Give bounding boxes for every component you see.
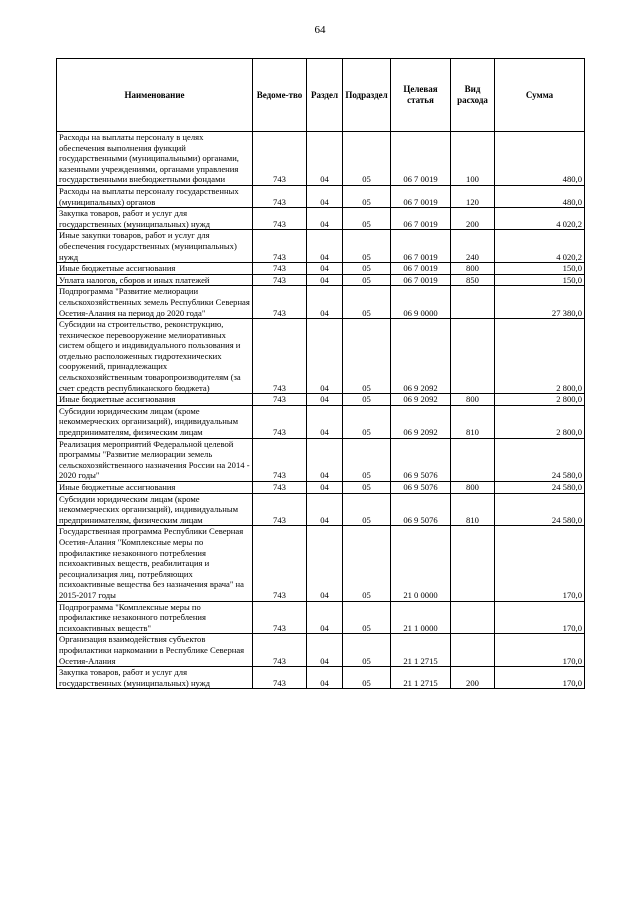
cell-name: Иные бюджетные ассигнования xyxy=(57,482,253,494)
cell-subsection: 05 xyxy=(343,493,391,526)
cell-section: 04 xyxy=(307,405,343,438)
table-row xyxy=(57,263,585,275)
table-row xyxy=(57,230,585,263)
cell-target: 06 7 0019 xyxy=(391,132,451,186)
cell-section: 04 xyxy=(307,482,343,494)
cell-subsection: 05 xyxy=(343,405,391,438)
cell-subsection: 05 xyxy=(343,601,391,634)
cell-dept: 743 xyxy=(253,319,307,394)
cell-subsection: 05 xyxy=(343,274,391,286)
cell-name: Государственная программа Республики Северная Осетия-Алания "Комплексные меры по профилактике незаконного потребления психоактивных веществ, реабилитация и ресоциализация лиц, потребляющих психоактивные вещества без назначения врача" на 2015-2017 годы xyxy=(57,526,253,601)
cell-amount: 4 020,2 xyxy=(495,230,585,263)
cell-expense-type xyxy=(451,286,495,319)
header-section: Раздел xyxy=(307,59,343,132)
cell-expense-type: 810 xyxy=(451,405,495,438)
cell-dept: 743 xyxy=(253,263,307,275)
table-row xyxy=(57,319,585,394)
cell-name: Реализация мероприятий Федеральной целевой программы "Развитие мелиорации земель сельскохозяйственного назначения России на 2014 - 2020 годы" xyxy=(57,438,253,481)
cell-subsection: 05 xyxy=(343,230,391,263)
cell-section: 04 xyxy=(307,438,343,481)
cell-subsection: 05 xyxy=(343,634,391,667)
header-expense-type: Вид расхода xyxy=(451,59,495,132)
cell-dept: 743 xyxy=(253,405,307,438)
cell-name: Субсидии юридическим лицам (кроме некоммерческих организаций), индивидуальным предпринимателям, физическим лицам xyxy=(57,405,253,438)
cell-dept: 743 xyxy=(253,274,307,286)
table-header xyxy=(57,59,585,132)
cell-section: 04 xyxy=(307,634,343,667)
budget-table xyxy=(56,58,585,689)
cell-subsection: 05 xyxy=(343,286,391,319)
cell-amount: 2 800,0 xyxy=(495,394,585,406)
table-row xyxy=(57,185,585,207)
cell-target: 06 9 5076 xyxy=(391,493,451,526)
cell-target: 06 9 2092 xyxy=(391,319,451,394)
cell-amount: 480,0 xyxy=(495,132,585,186)
cell-subsection: 05 xyxy=(343,208,391,230)
cell-target: 06 9 5076 xyxy=(391,438,451,481)
cell-subsection: 05 xyxy=(343,482,391,494)
cell-expense-type: 240 xyxy=(451,230,495,263)
cell-target: 06 7 0019 xyxy=(391,185,451,207)
cell-target: 06 9 5076 xyxy=(391,482,451,494)
table-row xyxy=(57,482,585,494)
cell-expense-type xyxy=(451,438,495,481)
cell-name: Закупка товаров, работ и услуг для государственных (муниципальных) нужд xyxy=(57,667,253,689)
table-row xyxy=(57,394,585,406)
cell-target: 06 9 0000 xyxy=(391,286,451,319)
header-dept: Ведоме-тво xyxy=(253,59,307,132)
cell-name: Расходы на выплаты персоналу государственных (муниципальных) органов xyxy=(57,185,253,207)
cell-name: Подпрограмма "Развитие мелиорации сельскохозяйственных земель Республики Северная Осетия-Алания на период до 2020 года" xyxy=(57,286,253,319)
cell-name: Субсидии юридическим лицам (кроме некоммерческих организаций), индивидуальным предпринимателям, физическим лицам xyxy=(57,493,253,526)
cell-amount: 27 380,0 xyxy=(495,286,585,319)
cell-section: 04 xyxy=(307,601,343,634)
table-row xyxy=(57,667,585,689)
cell-target: 06 7 0019 xyxy=(391,208,451,230)
table-row xyxy=(57,208,585,230)
cell-section: 04 xyxy=(307,263,343,275)
cell-dept: 743 xyxy=(253,634,307,667)
cell-amount: 170,0 xyxy=(495,526,585,601)
cell-subsection: 05 xyxy=(343,526,391,601)
cell-name: Закупка товаров, работ и услуг для государственных (муниципальных) нужд xyxy=(57,208,253,230)
cell-target: 21 0 0000 xyxy=(391,526,451,601)
cell-target: 21 1 0000 xyxy=(391,601,451,634)
cell-subsection: 05 xyxy=(343,263,391,275)
cell-expense-type xyxy=(451,526,495,601)
cell-amount: 480,0 xyxy=(495,185,585,207)
cell-name: Расходы на выплаты персоналу в целях обеспечения выполнения функций государственными (муниципальными) органами, казенными учреждениями, органами управления государственными внебюджетными фондами xyxy=(57,132,253,186)
cell-target: 06 9 2092 xyxy=(391,405,451,438)
cell-dept: 743 xyxy=(253,493,307,526)
cell-target: 21 1 2715 xyxy=(391,634,451,667)
cell-section: 04 xyxy=(307,526,343,601)
cell-expense-type: 800 xyxy=(451,394,495,406)
cell-subsection: 05 xyxy=(343,132,391,186)
cell-expense-type: 200 xyxy=(451,667,495,689)
table-row xyxy=(57,438,585,481)
cell-target: 21 1 2715 xyxy=(391,667,451,689)
table-body xyxy=(57,132,585,689)
cell-name: Иные закупки товаров, работ и услуг для обеспечения государственных (муниципальных) нужд xyxy=(57,230,253,263)
cell-name: Организация взаимодействия субъектов профилактики наркомании в Республике Северная Осетия-Алания xyxy=(57,634,253,667)
cell-subsection: 05 xyxy=(343,667,391,689)
cell-name: Уплата налогов, сборов и иных платежей xyxy=(57,274,253,286)
cell-target: 06 7 0019 xyxy=(391,230,451,263)
table-row xyxy=(57,493,585,526)
cell-section: 04 xyxy=(307,230,343,263)
header-row xyxy=(57,59,585,132)
cell-subsection: 05 xyxy=(343,438,391,481)
cell-target: 06 7 0019 xyxy=(391,274,451,286)
cell-section: 04 xyxy=(307,132,343,186)
cell-subsection: 05 xyxy=(343,185,391,207)
cell-expense-type: 800 xyxy=(451,482,495,494)
table-row xyxy=(57,601,585,634)
cell-amount: 24 580,0 xyxy=(495,438,585,481)
cell-section: 04 xyxy=(307,274,343,286)
cell-expense-type: 120 xyxy=(451,185,495,207)
table-row xyxy=(57,132,585,186)
cell-amount: 170,0 xyxy=(495,667,585,689)
cell-amount: 24 580,0 xyxy=(495,493,585,526)
cell-expense-type xyxy=(451,319,495,394)
cell-amount: 2 800,0 xyxy=(495,319,585,394)
cell-section: 04 xyxy=(307,319,343,394)
cell-dept: 743 xyxy=(253,438,307,481)
cell-amount: 170,0 xyxy=(495,634,585,667)
cell-target: 06 9 2092 xyxy=(391,394,451,406)
cell-amount: 150,0 xyxy=(495,263,585,275)
cell-expense-type: 800 xyxy=(451,263,495,275)
cell-dept: 743 xyxy=(253,208,307,230)
cell-amount: 24 580,0 xyxy=(495,482,585,494)
cell-subsection: 05 xyxy=(343,319,391,394)
cell-section: 04 xyxy=(307,493,343,526)
cell-expense-type: 100 xyxy=(451,132,495,186)
cell-amount: 170,0 xyxy=(495,601,585,634)
header-subsection: Подраздел xyxy=(343,59,391,132)
cell-dept: 743 xyxy=(253,667,307,689)
cell-amount: 150,0 xyxy=(495,274,585,286)
table-row xyxy=(57,274,585,286)
cell-dept: 743 xyxy=(253,230,307,263)
cell-section: 04 xyxy=(307,394,343,406)
cell-dept: 743 xyxy=(253,185,307,207)
table-row xyxy=(57,526,585,601)
page-number: 64 xyxy=(314,24,326,36)
cell-section: 04 xyxy=(307,208,343,230)
cell-dept: 743 xyxy=(253,526,307,601)
cell-dept: 743 xyxy=(253,286,307,319)
cell-subsection: 05 xyxy=(343,394,391,406)
table-row xyxy=(57,405,585,438)
cell-section: 04 xyxy=(307,667,343,689)
cell-dept: 743 xyxy=(253,394,307,406)
cell-dept: 743 xyxy=(253,601,307,634)
table-row xyxy=(57,634,585,667)
header-amount: Сумма xyxy=(495,59,585,132)
cell-section: 04 xyxy=(307,286,343,319)
cell-dept: 743 xyxy=(253,132,307,186)
cell-expense-type: 200 xyxy=(451,208,495,230)
cell-expense-type: 850 xyxy=(451,274,495,286)
header-target: Целевая статья xyxy=(391,59,451,132)
cell-expense-type xyxy=(451,634,495,667)
cell-name: Иные бюджетные ассигнования xyxy=(57,394,253,406)
cell-expense-type: 810 xyxy=(451,493,495,526)
cell-amount: 4 020,2 xyxy=(495,208,585,230)
cell-name: Подпрограмма "Комплексные меры по профилактике незаконного потребления психоактивных веществ" xyxy=(57,601,253,634)
header-name: Наименование xyxy=(57,59,253,132)
cell-amount: 2 800,0 xyxy=(495,405,585,438)
cell-target: 06 7 0019 xyxy=(391,263,451,275)
cell-name: Иные бюджетные ассигнования xyxy=(57,263,253,275)
cell-expense-type xyxy=(451,601,495,634)
cell-dept: 743 xyxy=(253,482,307,494)
cell-name: Субсидии на строительство, реконструкцию, техническое перевооружение мелиоративных систем общего и индивидуального пользования и отдельно расположенных гидротехнических сооружений, принадлежащих сельскохозяйственным товаропроизводителям (за счет средств республиканского бюджета) xyxy=(57,319,253,394)
cell-section: 04 xyxy=(307,185,343,207)
table-row xyxy=(57,286,585,319)
